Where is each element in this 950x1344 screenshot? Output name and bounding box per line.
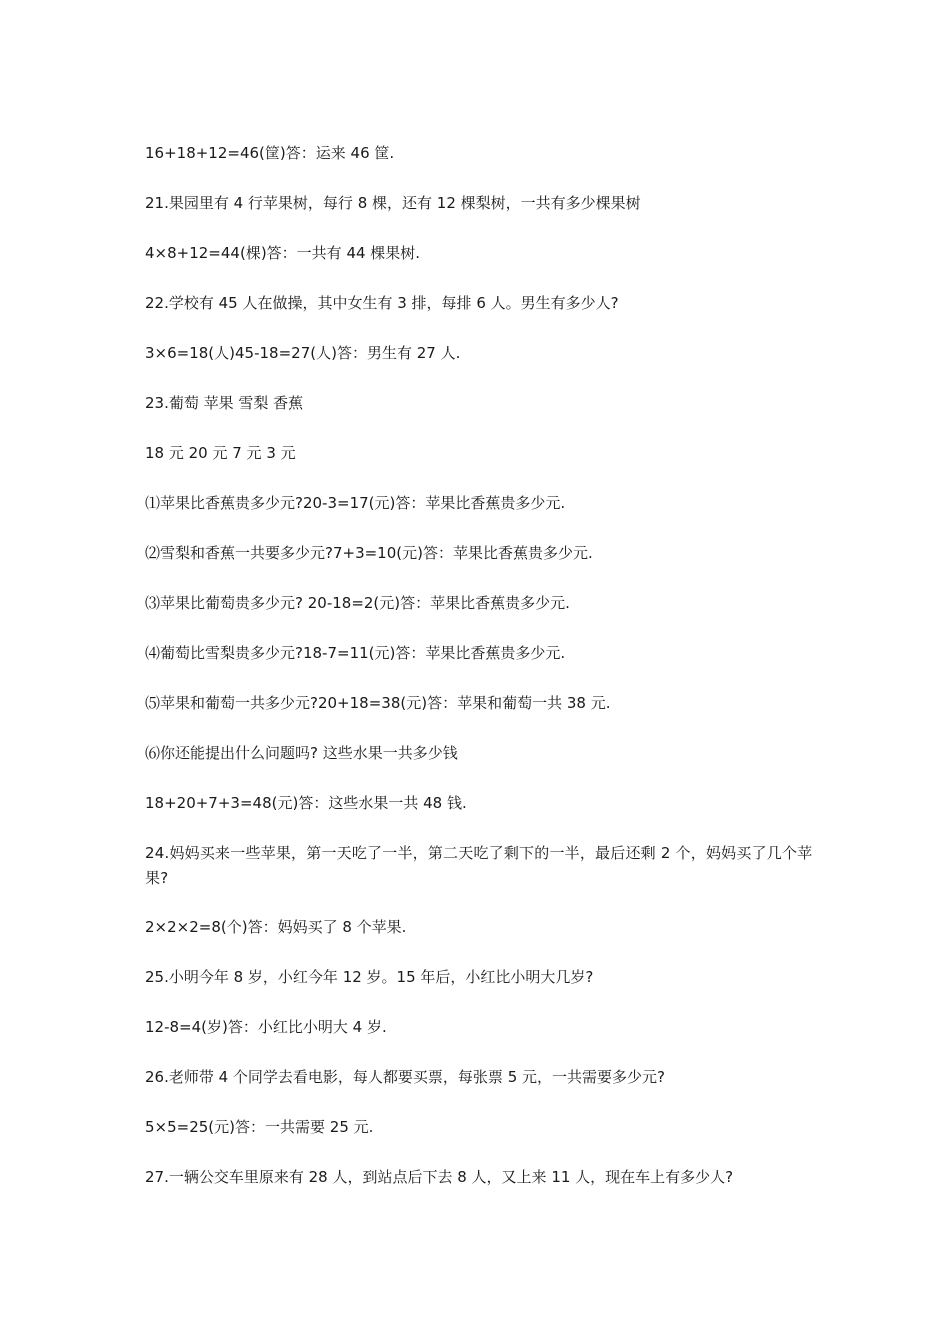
answer-line-22: 3×6=18(人)45-18=27(人)答：男生有 27 人. bbox=[145, 344, 461, 362]
question-24: 24.妈妈买来一些苹果，第一天吃了一半，第二天吃了剩下的一半，最后还剩 2 个，妈妈买了几个苹果? bbox=[145, 844, 813, 887]
answer-line-20: 16+18+12=46(筐)答：运来 46 筐. bbox=[145, 144, 395, 162]
question-25: 25.小明今年 8 岁，小红今年 12 岁。15 年后，小红比小明大几岁? bbox=[145, 968, 594, 986]
subquestion-23-5: ⑸苹果和葡萄一共多少元?20+18=38(元)答：苹果和葡萄一共 38 元. bbox=[145, 694, 611, 712]
question-26: 26.老师带 4 个同学去看电影，每人都要买票，每张票 5 元，一共需要多少元? bbox=[145, 1068, 665, 1086]
subquestion-23-1: ⑴苹果比香蕉贵多少元?20-3=17(元)答：苹果比香蕉贵多少元. bbox=[145, 494, 566, 512]
answer-line-24: 2×2×2=8(个)答：妈妈买了 8 个苹果. bbox=[145, 918, 407, 936]
answer-line-21: 4×8+12=44(棵)答：一共有 44 棵果树. bbox=[145, 244, 421, 262]
subquestion-23-3: ⑶苹果比葡萄贵多少元? 20-18=2(元)答：苹果比香蕉贵多少元. bbox=[145, 594, 570, 612]
subquestion-23-4: ⑷葡萄比雪梨贵多少元?18-7=11(元)答：苹果比香蕉贵多少元. bbox=[145, 644, 566, 662]
question-27: 27.一辆公交车里原来有 28 人，到站点后下去 8 人，又上来 11 人，现在车上有多少人? bbox=[145, 1168, 734, 1186]
question-22: 22.学校有 45 人在做操，其中女生有 3 排，每排 6 人。男生有多少人? bbox=[145, 294, 619, 312]
subquestion-23-6: ⑹你还能提出什么问题吗? 这些水果一共多少钱 bbox=[145, 744, 458, 762]
answer-line-26: 5×5=25(元)答：一共需要 25 元. bbox=[145, 1118, 374, 1136]
question-21: 21.果园里有 4 行苹果树，每行 8 棵，还有 12 棵梨树，一共有多少棵果树 bbox=[145, 194, 641, 212]
subquestion-23-2: ⑵雪梨和香蕉一共要多少元?7+3=10(元)答：苹果比香蕉贵多少元. bbox=[145, 544, 593, 562]
answer-line-23-6: 18+20+7+3=48(元)答：这些水果一共 48 钱. bbox=[145, 794, 467, 812]
question-23-fruit-names: 23.葡萄 苹果 雪梨 香蕉 bbox=[145, 394, 304, 412]
question-23-fruit-prices: 18 元 20 元 7 元 3 元 bbox=[145, 444, 296, 462]
answer-line-25: 12-8=4(岁)答：小红比小明大 4 岁. bbox=[145, 1018, 387, 1036]
